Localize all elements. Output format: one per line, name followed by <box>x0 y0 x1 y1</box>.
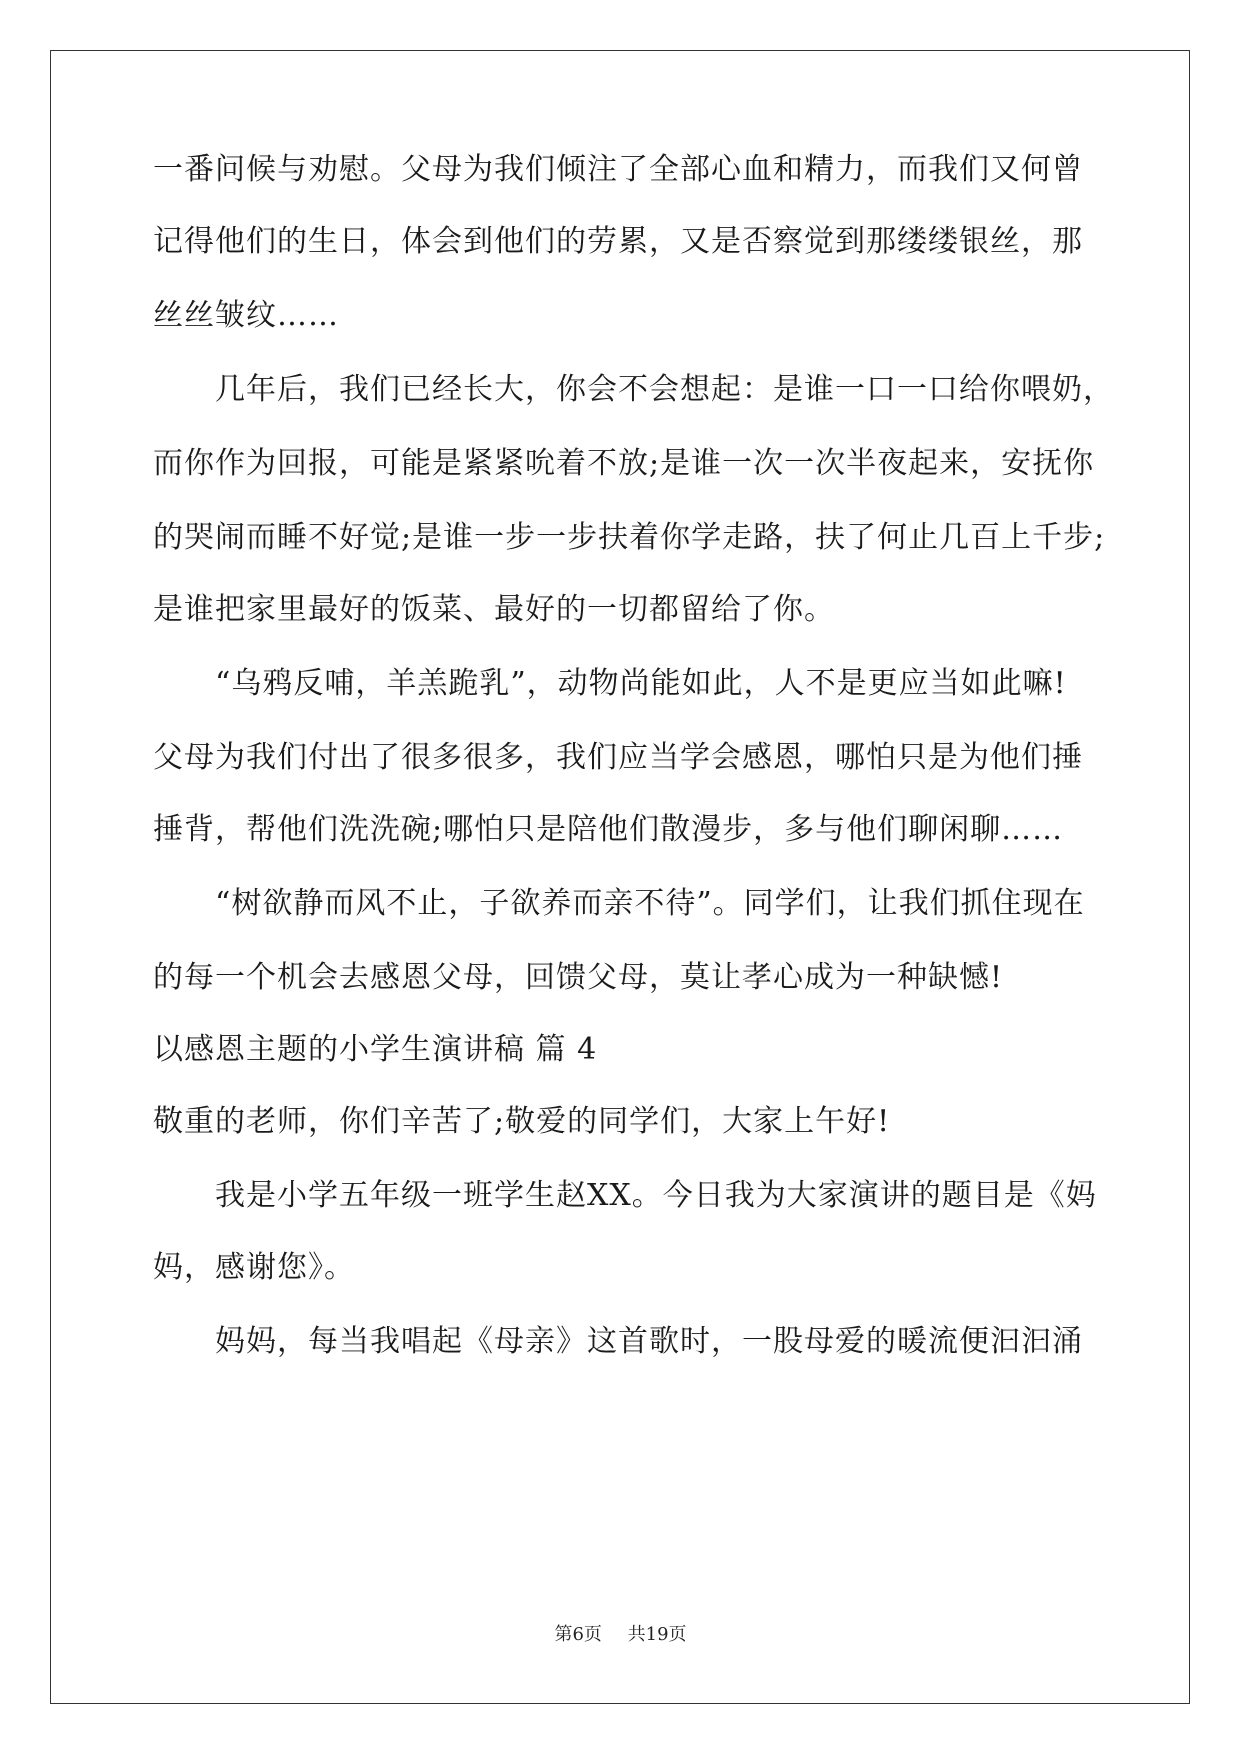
paragraph-line: 记得他们的生日，体会到他们的劳累，又是否察觉到那缕缕银丝，那 <box>153 224 1083 259</box>
page-total: 共19页 <box>627 1624 687 1645</box>
paragraph-line: 父母为我们付出了很多很多，我们应当学会感恩，哪怕只是为他们捶 <box>153 740 1083 775</box>
page-footer <box>0 1620 1241 1646</box>
paragraph-line: 丝丝皱纹…… <box>153 298 339 333</box>
page-number: 第6页 <box>554 1624 602 1645</box>
paragraph-line: 一番问候与劝慰。父母为我们倾注了全部心血和精力，而我们又何曾 <box>153 152 1083 187</box>
paragraph-line: 几年后，我们已经长大，你会不会想起：是谁一口一口给你喂奶， <box>215 372 1114 407</box>
paragraph-line: 是谁把家里最好的饭菜、最好的一切都留给了你。 <box>153 592 835 627</box>
paragraph-line: “乌鸦反哺，羊羔跪乳”，动物尚能如此，人不是更应当如此嘛! <box>215 666 1067 701</box>
paragraph-line: 捶背，帮他们洗洗碗;哪怕只是陪他们散漫步，多与他们聊闲聊…… <box>153 812 1064 847</box>
paragraph-line: 的哭闹而睡不好觉;是谁一步一步扶着你学走路，扶了何止几百上千步; <box>153 520 1106 555</box>
paragraph-line: “树欲静而风不止，子欲养而亲不待”。同学们，让我们抓住现在 <box>215 886 1085 921</box>
paragraph-line: 的每一个机会去感恩父母，回馈父母，莫让孝心成为一种缺憾! <box>153 960 1004 995</box>
greeting-line: 敬重的老师，你们辛苦了;敬爱的同学们，大家上午好! <box>153 1104 891 1139</box>
paragraph-line: 而你作为回报，可能是紧紧吮着不放;是谁一次一次半夜起来，安抚你 <box>153 446 1095 481</box>
section-heading: 以感恩主题的小学生演讲稿 篇 4 <box>153 1032 598 1067</box>
paragraph-line: 妈，感谢您》。 <box>153 1250 355 1285</box>
paragraph-line: 我是小学五年级一班学生赵XX。今日我为大家演讲的题目是《妈 <box>215 1178 1097 1213</box>
paragraph-line: 妈妈，每当我唱起《母亲》这首歌时，一股母爱的暖流便汩汩涌 <box>215 1324 1083 1359</box>
